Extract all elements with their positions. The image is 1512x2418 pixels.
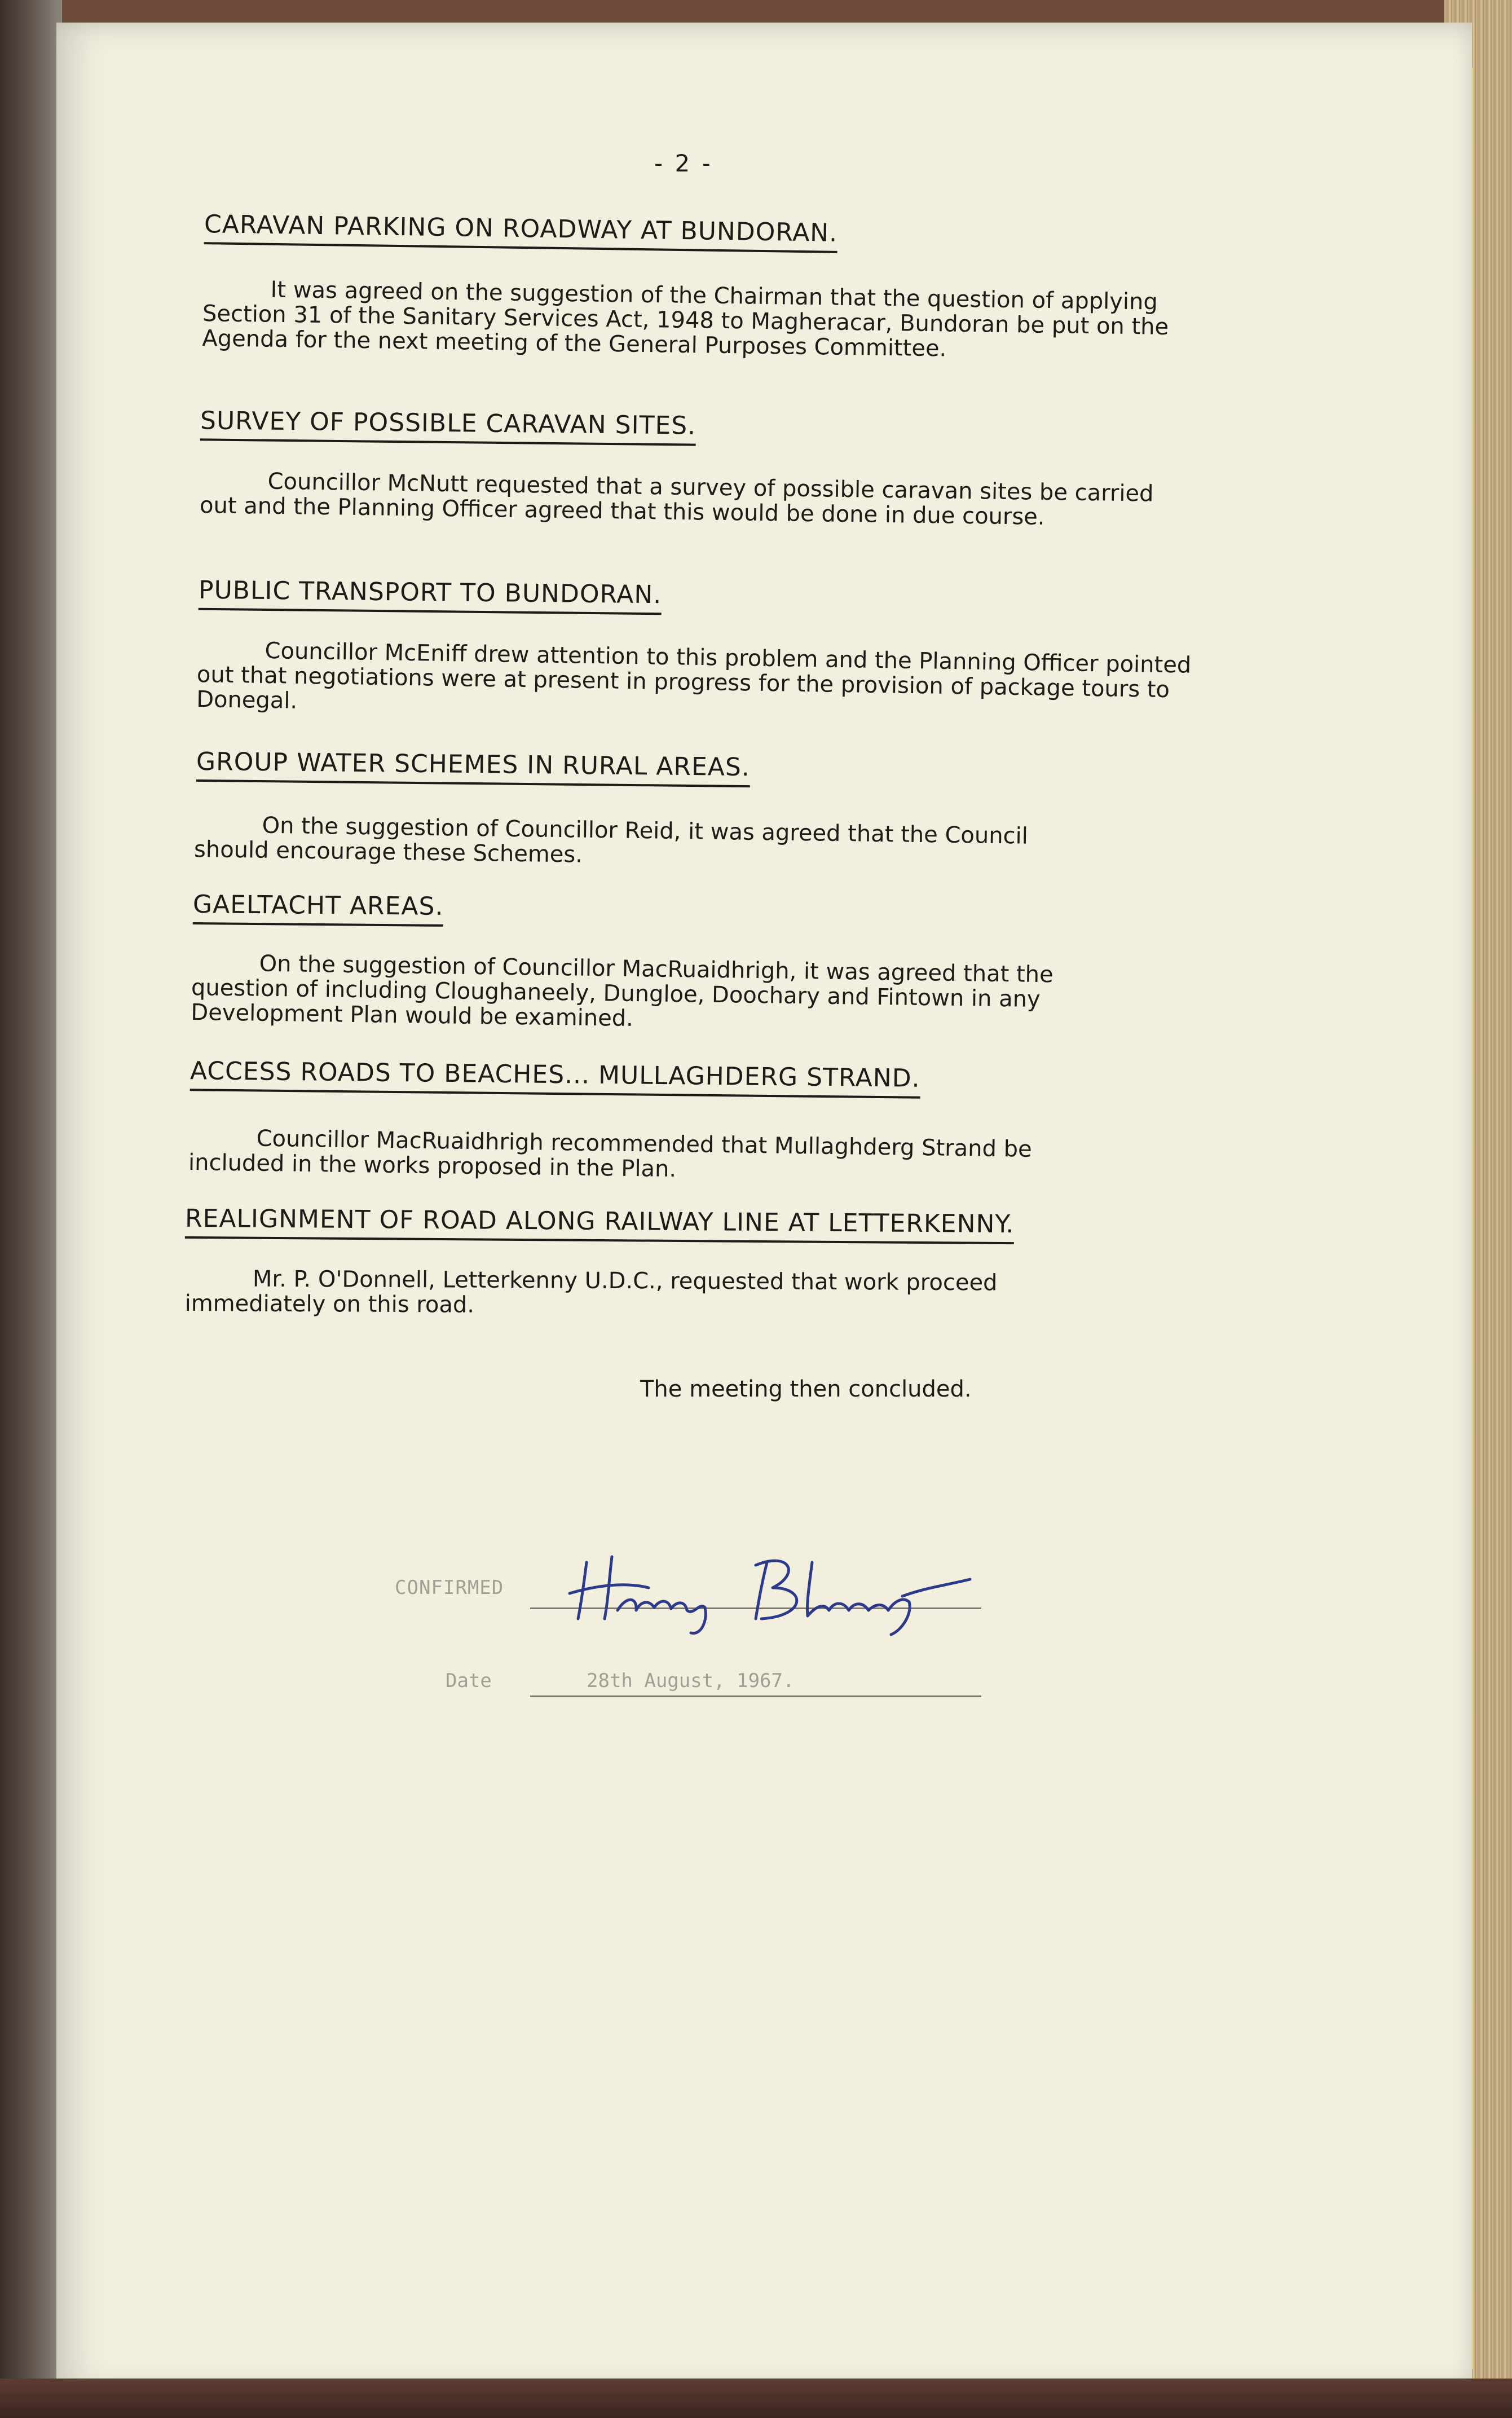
- closing-statement: The meeting then concluded.: [640, 1376, 972, 1402]
- date-label: Date: [446, 1670, 492, 1692]
- section-body-text: Councillor McNutt requested that a survey of possible caravan sites be carried out and the Planning Officer agreed that this would be done in due course.: [199, 468, 1154, 530]
- section-body-caravan-sites: [200, 468, 1182, 531]
- section-heading-caravan-sites: SURVEY OF POSSIBLE CARAVAN SITES.: [200, 406, 697, 446]
- page-number: - 2 -: [654, 149, 713, 177]
- section-body-public-transport: [196, 637, 1213, 728]
- section-body-access-roads: [188, 1125, 1119, 1188]
- section-body-text: Councillor McEniff drew attention to this problem and the Planning Officer pointed out that negotiations were at present in progress for the provision of package tours to Donegal.: [196, 637, 1192, 714]
- section-heading-realignment: REALIGNMENT OF ROAD ALONG RAILWAY LINE AT LETTERKENNY.: [185, 1204, 1015, 1244]
- section-body-text: It was agreed on the suggestion of the Chairman that the question of applying Section 31 of the Sanitary Services Act, 1948 to Magheracar, Bundoran be put on the Agenda for the next meeting of the General Purposes Committee.: [202, 276, 1169, 362]
- section-body-text: On the suggestion of Councillor Reid, it was agreed that the Council should encourage these Schemes.: [193, 812, 1029, 868]
- section-heading-caravan-parking: CARAVAN PARKING ON ROADWAY AT BUNDORAN.: [204, 210, 838, 253]
- section-body-text: Councillor MacRuaidhrigh recommended that Mullaghderg Strand be included in the works proposed in the Plan.: [188, 1125, 1032, 1183]
- section-heading-gaeltacht: GAELTACHT AREAS.: [193, 890, 444, 927]
- section-body-realignment: [185, 1266, 1144, 1321]
- date-value: 28th August, 1967.: [587, 1670, 795, 1692]
- date-line: [530, 1695, 981, 1697]
- section-body-text: Mr. P. O'Donnell, Letterkenny U.D.C., requested that work proceed immediately on this road.: [184, 1266, 998, 1318]
- confirmed-label: CONFIRMED: [395, 1576, 504, 1599]
- section-body-gaeltacht: [191, 950, 1156, 1038]
- section-body-text: On the suggestion of Councillor MacRuaidhrigh, it was agreed that the question of including Cloughaneely, Dungloe, Doochary and Fintown in any Development Plan would be examined.: [191, 950, 1054, 1032]
- section-body-group-water: [194, 812, 1041, 874]
- section-heading-group-water: GROUP WATER SCHEMES IN RURAL AREAS.: [196, 747, 750, 787]
- confirmation-row: [395, 1562, 987, 1630]
- handwritten-signature: [564, 1540, 1004, 1636]
- section-heading-public-transport: PUBLIC TRANSPORT TO BUNDORAN.: [199, 576, 662, 615]
- section-body-caravan-parking: [202, 276, 1184, 364]
- date-row: [446, 1664, 987, 1698]
- section-heading-access-roads: ACCESS ROADS TO BEACHES... MULLAGHDERG STRAND.: [190, 1056, 920, 1099]
